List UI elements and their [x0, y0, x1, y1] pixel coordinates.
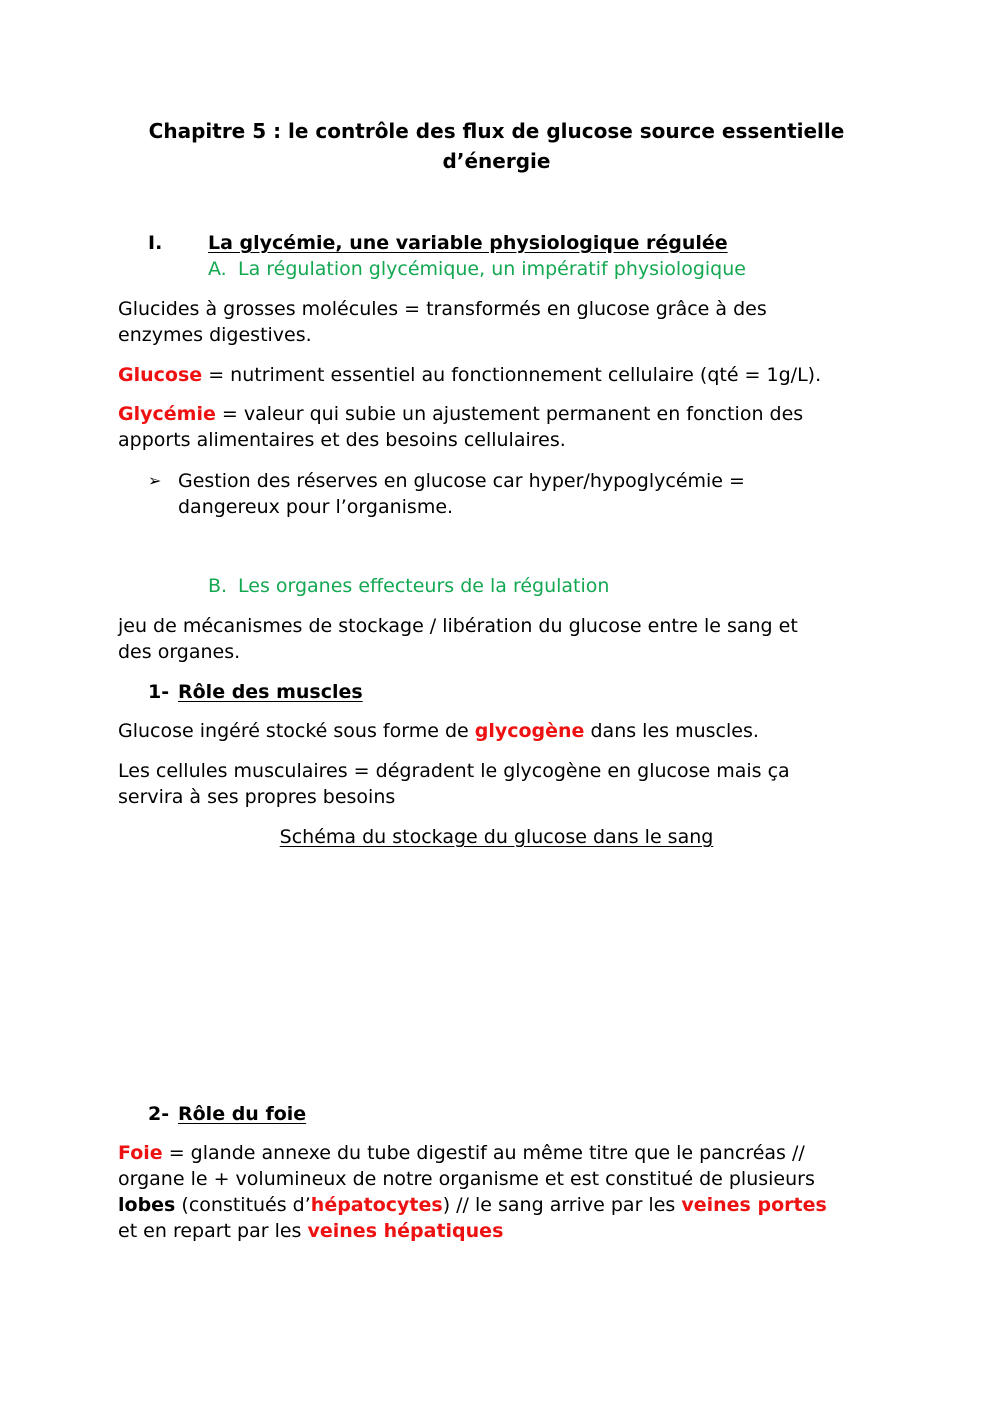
- foie-line3-text-a: (constitués d’: [175, 1194, 311, 1216]
- figure-caption: Schéma du stockage du glucose dans le sang: [279, 826, 714, 848]
- paragraph-glycemie-line2: apports alimentaires et des besoins cellulaires.: [118, 429, 566, 451]
- term-hepatocytes: hépatocytes: [310, 1194, 443, 1216]
- section-heading: La glycémie, une variable physiologique régulée: [208, 232, 728, 254]
- paragraph-glucides-line1: Glucides à grosses molécules = transformés en glucose grâce à des: [118, 298, 767, 320]
- term-glycemie: Glycémie: [118, 403, 216, 425]
- chapter-title-line1: Chapitre 5 : le contrôle des flux de glucose source essentielle: [148, 119, 845, 143]
- glycogene-text-before: Glucose ingéré stocké sous forme de: [118, 720, 475, 742]
- chapter-title: [100, 116, 893, 176]
- bullet-line2: dangereux pour l’organisme.: [178, 496, 454, 518]
- bullet-line1: Gestion des réserves en glucose car hyper/hypoglycémie =: [178, 470, 745, 492]
- paragraph-glycemie-line1: [118, 401, 803, 427]
- subheading-foie: Rôle du foie: [178, 1103, 307, 1125]
- paragraph-foie-line2: organe le + volumineux de notre organisme et est constitué de plusieurs: [118, 1168, 815, 1190]
- term-glycogene: glycogène: [474, 720, 585, 742]
- chapter-title-line2: d’énergie: [442, 149, 551, 173]
- foie-line1-text: = glande annexe du tube digestif au même titre que le pancréas //: [162, 1142, 805, 1164]
- glycemie-definition: = valeur qui subie un ajustement permanent en fonction des: [215, 403, 804, 425]
- section-numeral: I.: [148, 232, 163, 254]
- paragraph-mecanismes-line1: jeu de mécanismes de stockage / libération du glucose entre le sang et: [118, 615, 798, 637]
- subsection-b-heading: Les organes effecteurs de la régulation: [238, 575, 610, 597]
- foie-line4-text: et en repart par les: [118, 1220, 308, 1242]
- arrow-bullet-icon: ➢: [148, 471, 162, 490]
- paragraph-foie-line3: [118, 1192, 827, 1218]
- glycogene-text-after: dans les muscles.: [584, 720, 759, 742]
- paragraph-cellules-line2: servira à ses propres besoins: [118, 786, 396, 808]
- term-veines-portes: veines portes: [681, 1194, 827, 1216]
- paragraph-foie-line1: [118, 1140, 805, 1166]
- paragraph-glucose: [118, 362, 821, 388]
- subheading-muscles: Rôle des muscles: [178, 681, 363, 703]
- subheading-1-number: 1-: [148, 681, 170, 703]
- paragraph-foie-line4: [118, 1218, 503, 1244]
- term-lobes: lobes: [118, 1194, 176, 1216]
- foie-line3-text-b: ) // le sang arrive par les: [442, 1194, 682, 1216]
- paragraph-cellules-line1: Les cellules musculaires = dégradent le glycogène en glucose mais ça: [118, 760, 790, 782]
- paragraph-mecanismes-line2: des organes.: [118, 641, 241, 663]
- term-foie: Foie: [118, 1142, 163, 1164]
- term-veines-hepatiques: veines hépatiques: [307, 1220, 504, 1242]
- subsection-a-marker: A.: [208, 258, 227, 280]
- subsection-b-marker: B.: [208, 575, 228, 597]
- term-glucose: Glucose: [118, 364, 203, 386]
- paragraph-glycogene: [118, 718, 759, 744]
- glucose-definition: = nutriment essentiel au fonctionnement cellulaire (qté = 1g/L).: [202, 364, 822, 386]
- subsection-a-heading: La régulation glycémique, un impératif physiologique: [238, 258, 746, 280]
- subheading-2-number: 2-: [148, 1103, 170, 1125]
- paragraph-glucides-line2: enzymes digestives.: [118, 324, 312, 346]
